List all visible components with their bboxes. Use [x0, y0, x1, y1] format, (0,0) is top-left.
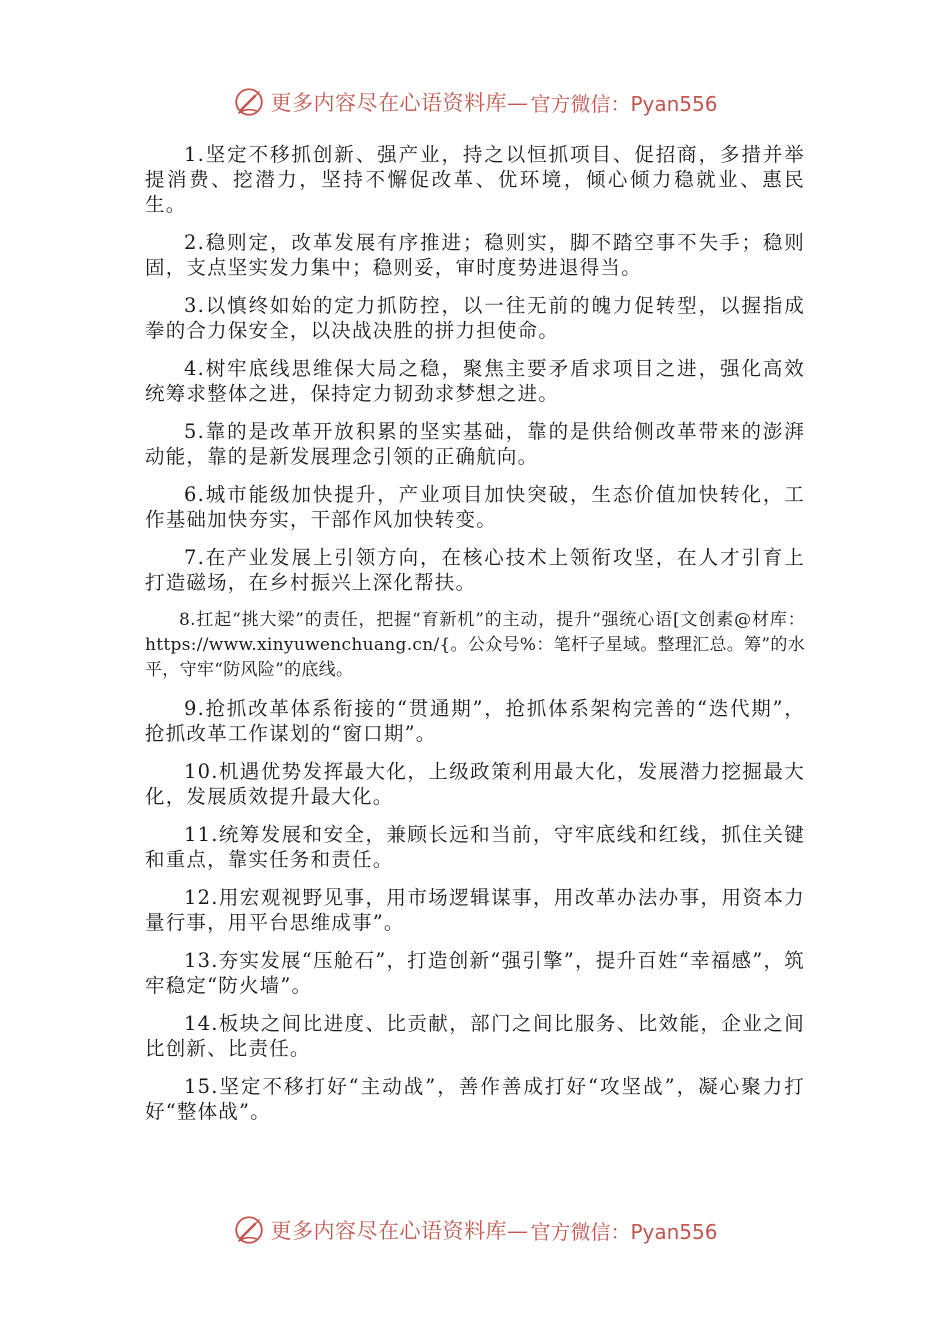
banner-brand-text: 更多内容尽在心语资料库—	[270, 91, 529, 115]
banner-contact-text: 官方微信：Pyan556	[530, 91, 718, 116]
paragraph-9: 9.抢抓改革体系衔接的“贯通期”，抢抓体系架构完善的“迭代期”，抢抓改革工作谋划的“窗口期”。	[145, 697, 805, 745]
paragraph-1: 1.坚定不移抓创新、强产业，持之以恒抓项目、促招商，多措并举提消费、挖潜力，坚持不懈促改革、优环境，倾心倾力稳就业、惠民生。	[145, 143, 805, 216]
header-banner	[0, 80, 950, 124]
paragraph-2: 2.稳则定，改革发展有序推进；稳则实，脚不踏空事不失手；稳则固，支点坚实发力集中；稳则妥，审时度势进退得当。	[145, 231, 805, 279]
paragraph-4: 4.树牢底线思维保大局之稳，聚焦主要矛盾求项目之进，强化高效统筹求整体之进，保持定力韧劲求梦想之进。	[145, 357, 805, 405]
paragraph-11: 11.统筹发展和安全，兼顾长远和当前，守牢底线和红线，抓住关键和重点，靠实任务和责任。	[145, 823, 805, 871]
paragraph-8: 8.扛起“挑大梁”的责任，把握“育新机”的主动，提升“强统心语[文创素@材库：https://www.xinyuwenchuang.cn/{。公众号%：笔杆子星域。整理汇总。筹”的水平，守牢“防风险”的底线。	[145, 610, 805, 680]
document-body	[145, 142, 805, 1137]
paragraph-6: 6.城市能级加快提升，产业项目加快突破，生态价值加快转化，工作基础加快夯实，干部作风加快转变。	[145, 483, 805, 531]
paragraph-13: 13.夯实发展“压舱石”，打造创新“强引擎”，提升百姓“幸福感”，筑牢稳定“防火墙”。	[145, 949, 805, 997]
paragraph-5: 5.靠的是改革开放积累的坚实基础，靠的是供给侧改革带来的澎湃动能，靠的是新发展理念引领的正确航向。	[145, 420, 805, 468]
footer-banner	[0, 1208, 950, 1252]
paragraph-12: 12.用宏观视野见事，用市场逻辑谋事，用改革办法办事，用资本力量行事，用平台思维成事”。	[145, 886, 805, 934]
pen-logo-icon	[232, 85, 266, 119]
paragraph-15: 15.坚定不移打好“主动战”，善作善成打好“攻坚战”，凝心聚力打好“整体战”。	[145, 1075, 805, 1123]
paragraph-10: 10.机遇优势发挥最大化，上级政策利用最大化，发展潜力挖掘最大化，发展质效提升最大化。	[145, 760, 805, 808]
banner-brand-text: 更多内容尽在心语资料库—	[270, 1219, 529, 1243]
paragraph-14: 14.板块之间比进度、比贡献，部门之间比服务、比效能，企业之间比创新、比责任。	[145, 1012, 805, 1060]
paragraph-7: 7.在产业发展上引领方向，在核心技术上领衔攻坚，在人才引育上打造磁场，在乡村振兴上深化帮扶。	[145, 546, 805, 594]
pen-logo-icon	[232, 1213, 266, 1247]
banner-contact-text: 官方微信：Pyan556	[530, 1219, 718, 1244]
paragraph-3: 3.以慎终如始的定力抓防控，以一往无前的魄力促转型，以握指成拳的合力保安全，以决战决胜的拼力担使命。	[145, 294, 805, 342]
